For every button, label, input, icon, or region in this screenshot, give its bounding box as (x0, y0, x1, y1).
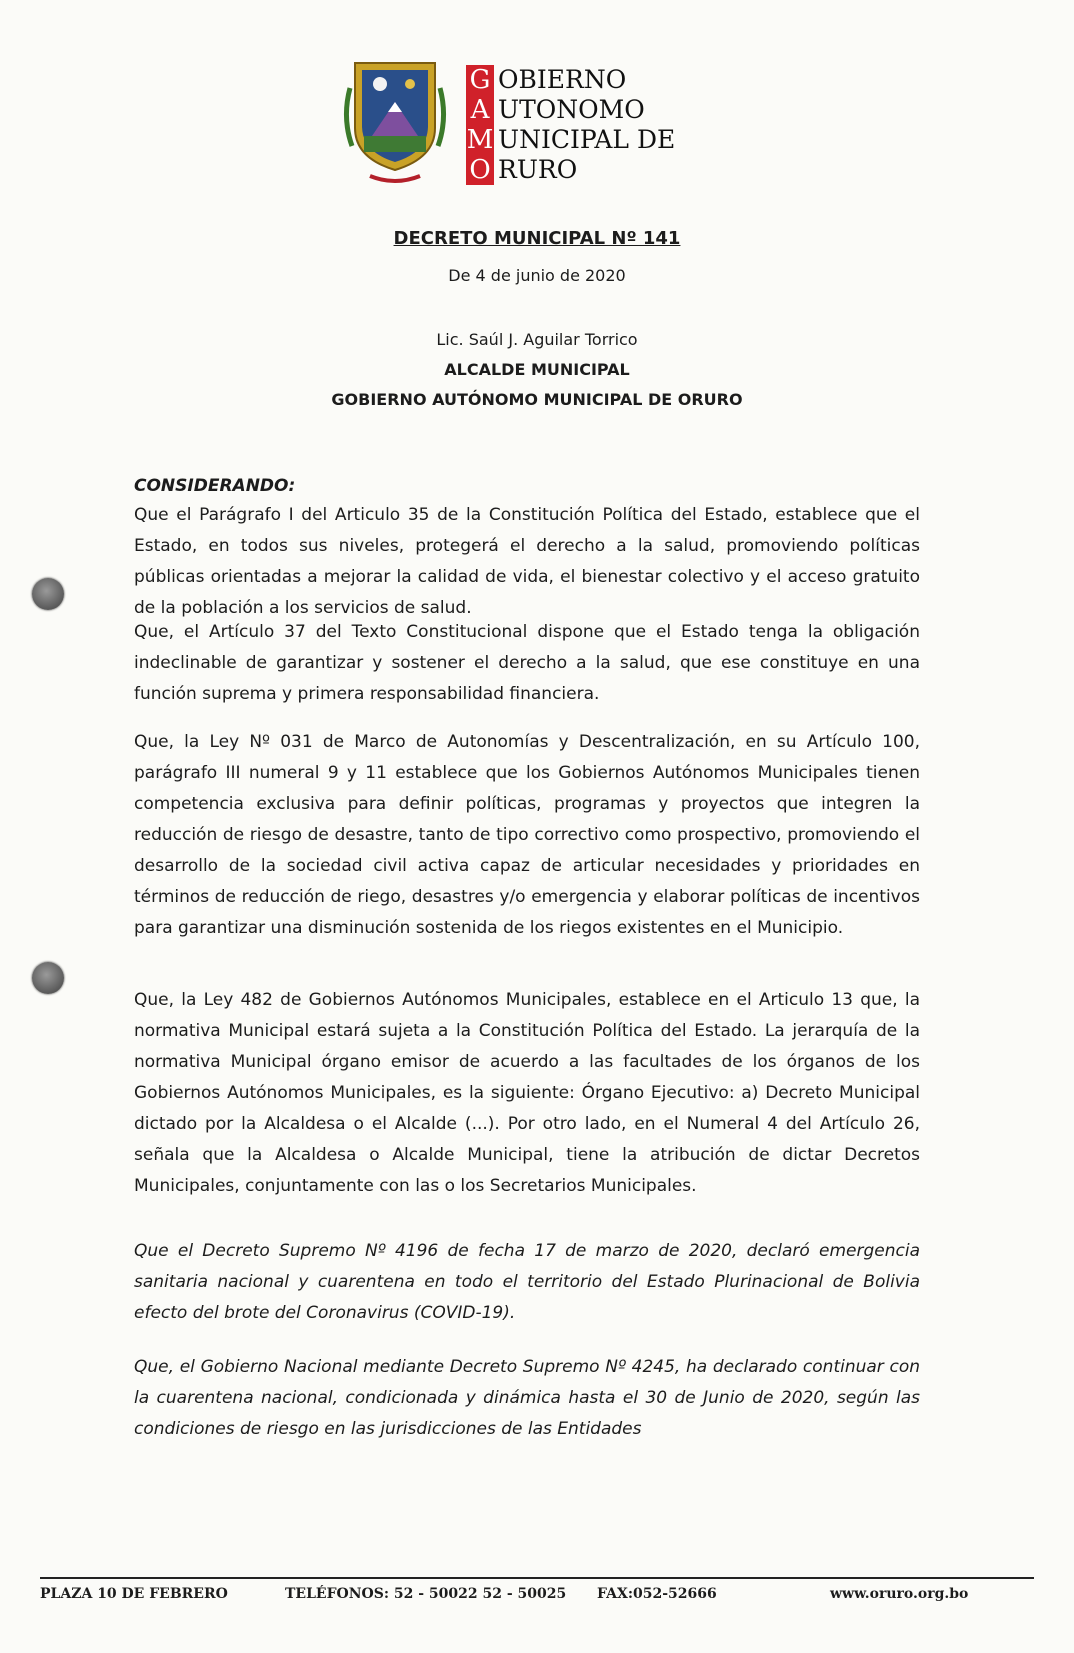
logo-word: UNICIPAL DE (498, 125, 676, 154)
punch-hole-top (32, 578, 64, 610)
logo-letter: O (469, 155, 491, 185)
logo-word: RURO (498, 155, 578, 184)
decree-date: De 4 de junio de 2020 (448, 266, 626, 285)
logo-word: UTONOMO (498, 95, 645, 124)
paragraph: Que, el Artículo 37 del Texto Constitucional dispone que el Estado tenga la obligación indeclinable de garantizar y sostener el derecho a la salud, que ese constituye en una función suprema y primera responsabilidad financiera. (134, 622, 920, 704)
footer-phones: TELÉFONOS: 52 - 50022 52 - 50025 (285, 1586, 567, 1602)
logo-letter: A (470, 95, 490, 125)
footer-address: PLAZA 10 DE FEBRERO (40, 1586, 228, 1602)
logo-word: OBIERNO (498, 65, 627, 94)
paragraph: Que, el Gobierno Nacional mediante Decreto Supremo Nº 4245, ha declarado continuar con la cuarentena nacional, condicionada y dinámica hasta el 30 de Junio de 2020, según las condiciones de riesgo en las jurisdicciones de las Entidades (134, 1357, 920, 1439)
gamo-logo (340, 58, 740, 190)
gamo-words (498, 65, 675, 185)
gamo-acronym (466, 65, 494, 185)
footer-divider (40, 1577, 1034, 1579)
punch-hole-bottom (32, 962, 64, 994)
decree-title: DECRETO MUNICIPAL Nº 141 (393, 228, 681, 249)
government-name: GOBIERNO AUTÓNOMO MUNICIPAL DE ORURO (331, 390, 743, 409)
paragraph: Que el Decreto Supremo Nº 4196 de fecha 17 de marzo de 2020, declaró emergencia sanitaria nacional y cuarentena en todo el territorio del Estado Plurinacional de Bolivia efecto del brote del Coronavirus (COVID-19). (134, 1241, 920, 1323)
paragraph: Que, la Ley 482 de Gobiernos Autónomos Municipales, establece en el Articulo 13 que, la normativa Municipal estará sujeta a la Constitución Política del Estado. La jerarquía de la normativa Municipal órgano emisor de acuerdo a las facultades de los órganos de los Gobiernos Autónomos Municipales, es la siguiente: Órgano Ejecutivo: a) Decreto Municipal dictado por la Alcaldesa o el Alcalde (...). Por otro lado, en el Numeral 4 del Artículo 26, señala que la Alcaldesa o Alcalde Municipal, tiene la atribución de dictar Decretos Municipales, conjuntamente con las o los Secretarios Municipales. (134, 990, 920, 1196)
paragraph: Que, la Ley Nº 031 de Marco de Autonomías y Descentralización, en su Artículo 100, parágrafo III numeral 9 y 11 establece que los Gobiernos Autónomos Municipales tienen competencia exclusiva para definir políticas, programas y proyectos que integren la reducción de riesgo de desastre, tanto de tipo correctivo como prospectivo, promoviendo el desarrollo de la sociedad civil activa capaz de articular necesidades y prioridades en términos de reducción de riego, desastres y/o emergencia y elaborar políticas de incentivos para garantizar una disminución sostenida de los riegos existentes en el Municipio. (134, 732, 920, 938)
footer-website: www.oruro.org.bo (830, 1586, 969, 1602)
signer-name: Lic. Saúl J. Aguilar Torrico (436, 330, 638, 349)
signer-role: ALCALDE MUNICIPAL (444, 360, 630, 379)
coat-of-arms-icon (340, 58, 450, 190)
logo-letter: M (466, 125, 494, 155)
logo-letter: G (469, 65, 491, 95)
considerando-heading: CONSIDERANDO: (134, 476, 296, 496)
paragraph: Que el Parágrafo I del Articulo 35 de la Constitución Política del Estado, establece que el Estado, en todos sus niveles, protegerá el derecho a la salud, promoviendo políticas públicas orientadas a mejorar la calidad de vida, el bienestar colectivo y el acceso gratuito de la población a los servicios de salud. (134, 505, 920, 618)
footer-fax: FAX:052-52666 (597, 1586, 717, 1602)
